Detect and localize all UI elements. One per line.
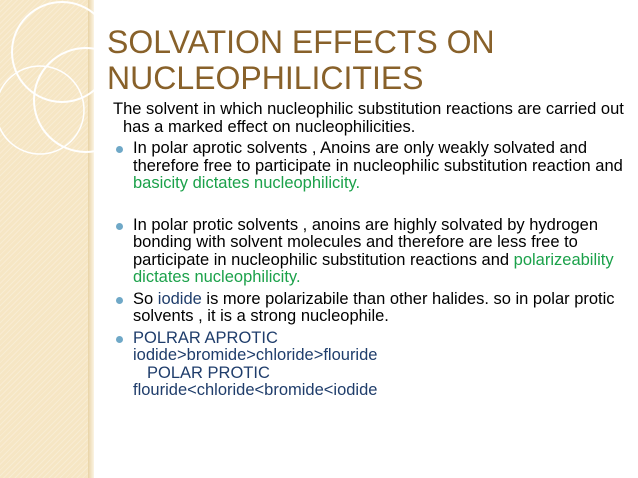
aprotic-order: iodide>bromide>chloride>flouride [133,346,378,364]
bullet-dot-icon [116,297,123,304]
spacer [113,197,625,217]
bullet-dot-icon [116,146,123,153]
bullet-item-iodide [113,291,625,326]
bullet-dot-icon [116,336,123,343]
intro-paragraph: The solvent in which nucleophilic substitution reactions are carried out has a marked effect on nucleophilicities. [113,100,624,136]
title-line-2: NUCLEOPHILICITIES [107,60,424,96]
slide-body [113,101,625,404]
bullet-item-aprotic [113,140,625,193]
bullet-aprotic-text: In polar aprotic solvents , Anoins are only weakly solvated and therefore free to participate in nucleophilic substitution reaction and [133,139,623,175]
bullet-dot-icon [116,223,123,230]
protic-label: POLAR PROTIC [147,363,270,382]
bullet-protic-text: In polar protic solvents , anoins are highly solvated by hydrogen bonding with solvent molecules and therefore are less free to participate in nucleophilic substitution reactions and [133,215,599,269]
bullet-protic-highlight: polarizeability dictates nucleophilicity. [133,250,614,286]
title-line-1: SOLVATION EFFECTS ON [107,24,495,60]
bullet-iodide-post: is more polarizabile than other halides. so in polar protic solvents , it is a strong nucleophile. [133,289,615,325]
bullet-iodide-pre: So [133,289,158,308]
aprotic-label: POLRAR APROTIC [133,328,278,347]
protic-order: flouride<chloride<bromide<iodide [133,381,378,399]
bullet-iodide-highlight: iodide [157,289,202,308]
bullet-aprotic-highlight: basicity dictates nucleophilicity. [133,174,361,192]
bullet-item-protic [113,217,625,287]
bullet-item-order [113,330,625,400]
slide-title [107,24,627,96]
bullet-list [113,140,625,400]
